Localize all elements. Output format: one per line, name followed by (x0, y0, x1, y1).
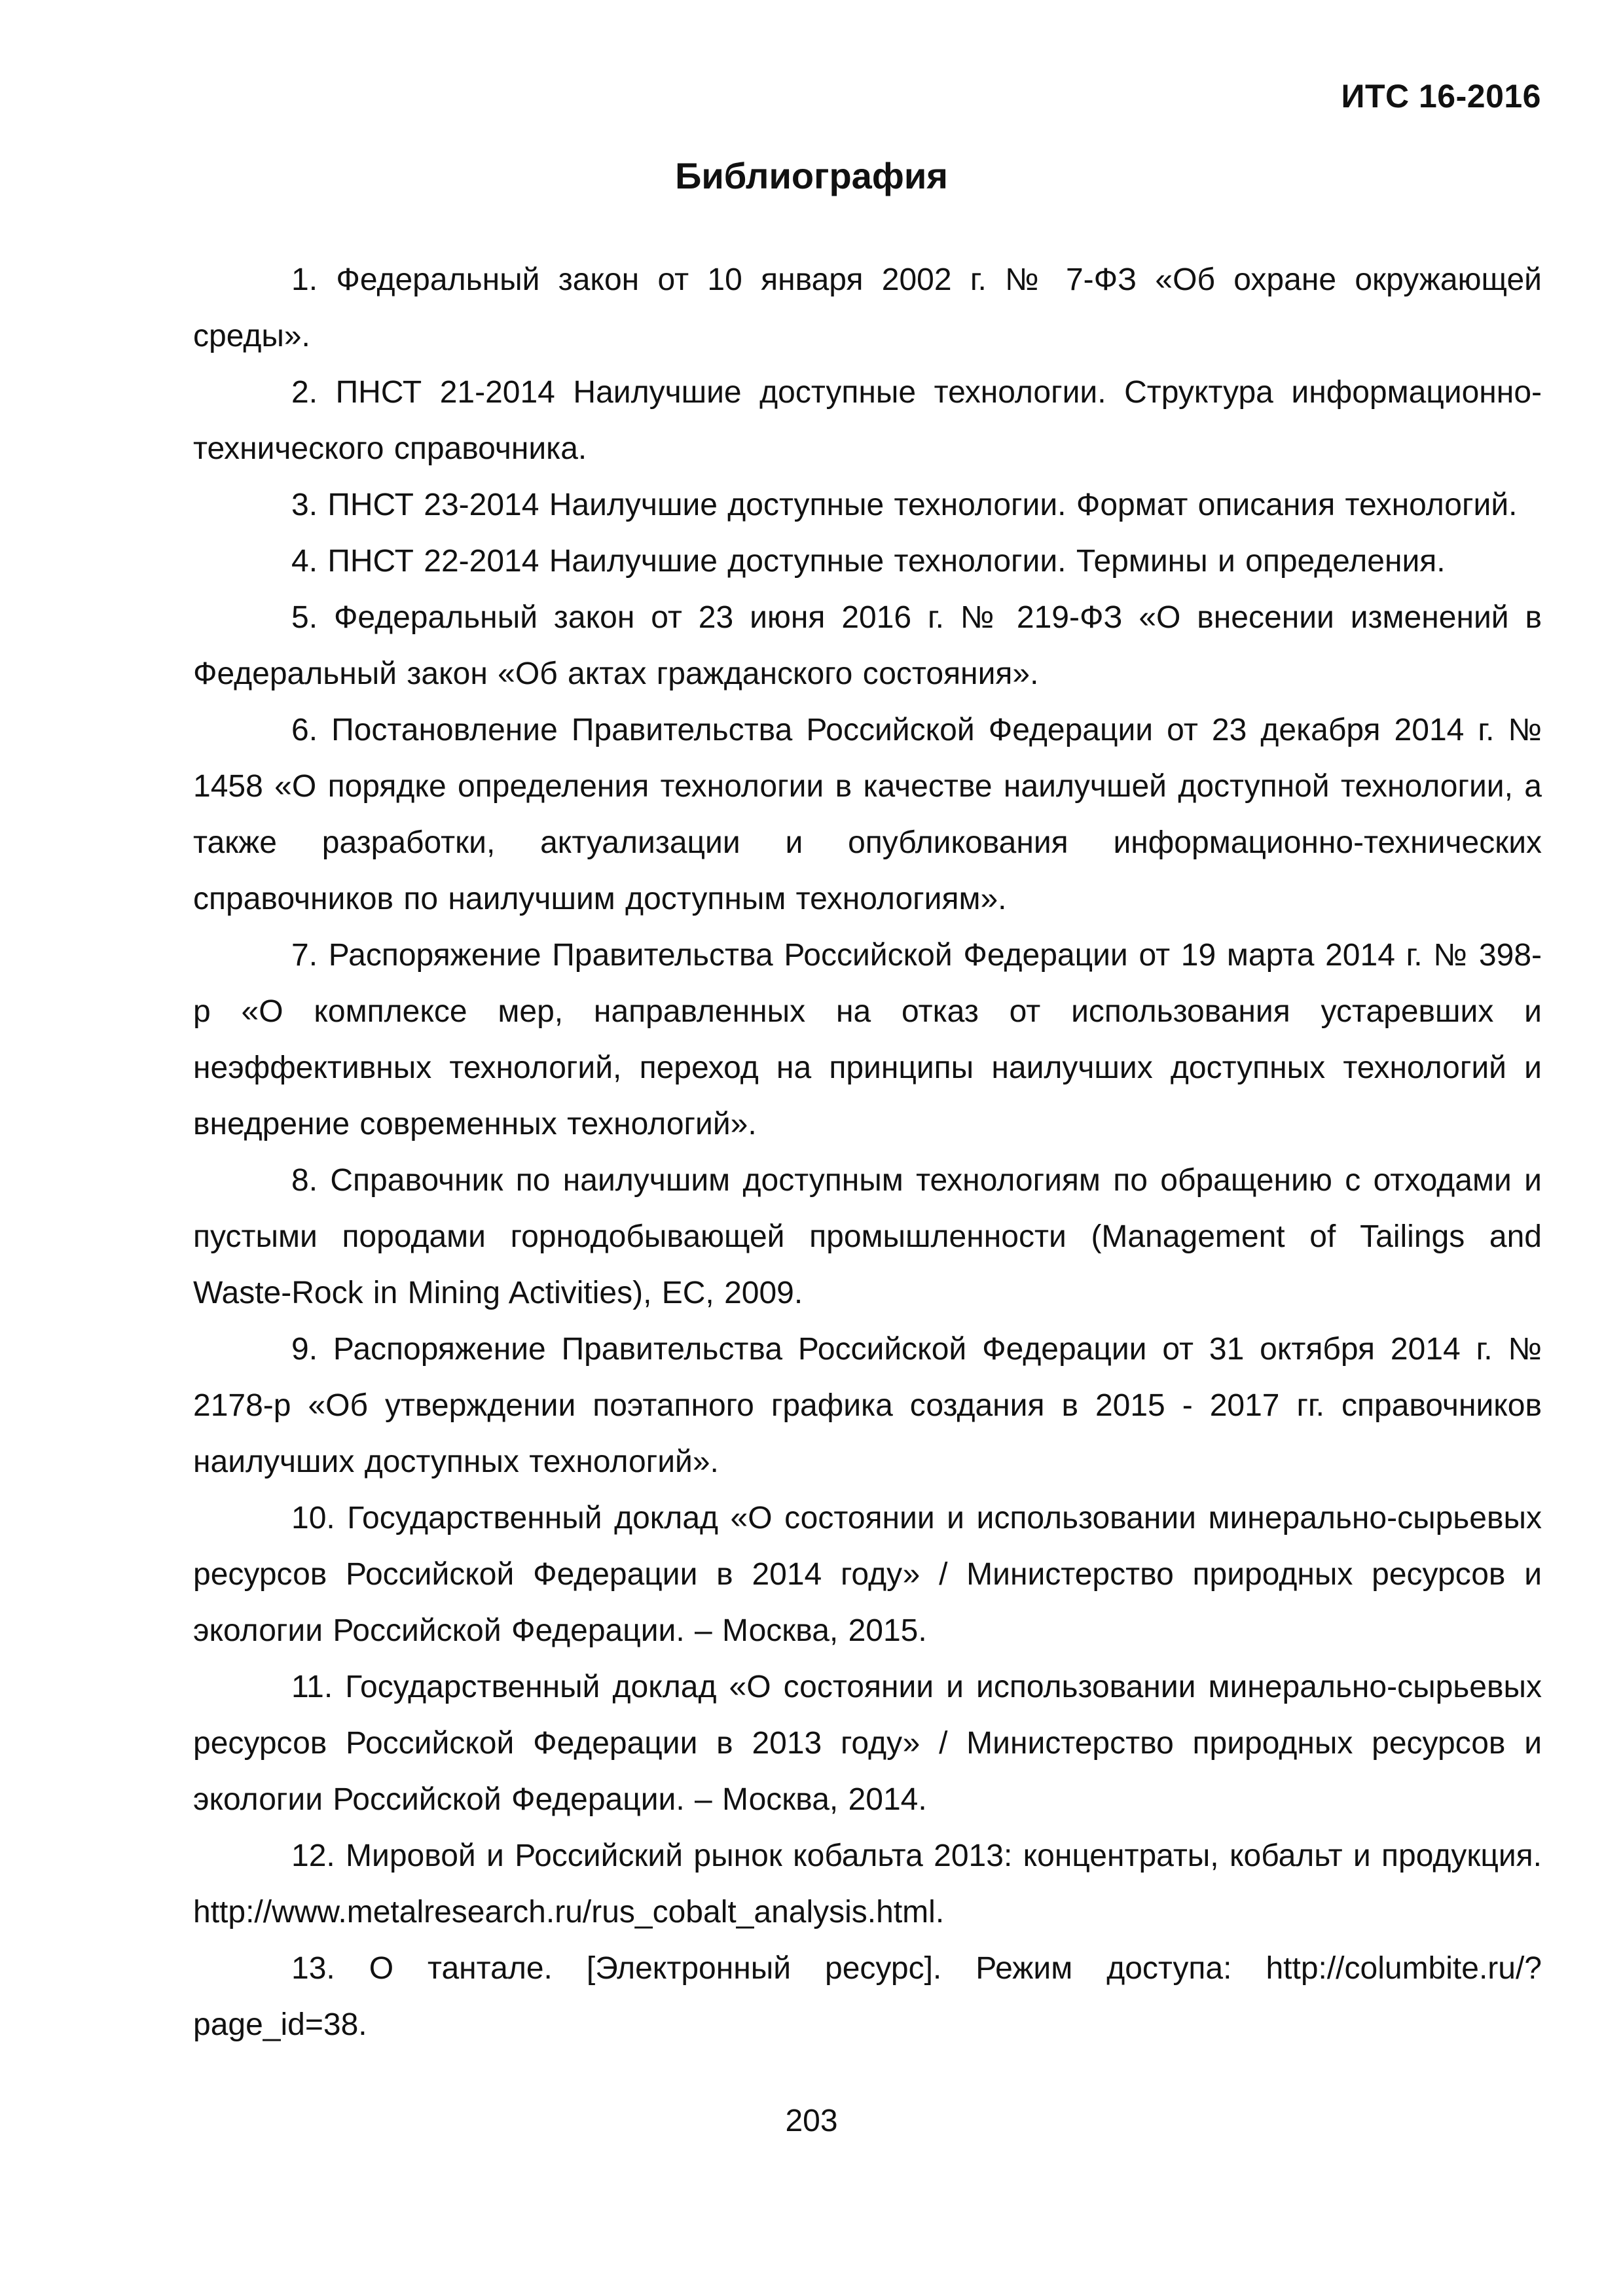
bibliography-list (193, 252, 1542, 2053)
bibliography-item-10: 10. Государственный доклад «О состоянии и использовании минерально-сырьевых ресурсов Российской Федерации в 2014 году» / Министерство природных ресурсов и экологии Российской Федерации. – Москва, 2015. (193, 1501, 1542, 1648)
page-number: 203 (785, 2104, 838, 2138)
bibliography-item-12: 12. Мировой и Российский рынок кобальта 2013: концентраты, кобальт и продукция. http://www.metalresearch.ru/rus_cobalt_analysis.html. (193, 1839, 1542, 1929)
bibliography-item-6: 6. Постановление Правительства Российской Федерации от 23 декабря 2014 г. № 1458 «О порядке определения технологии в качестве наилучшей доступной технологии, а также разработки, актуализации и опубликования информационно-технических справочников по наилучшим доступным технологиям». (193, 713, 1542, 916)
bibliography-item-1: 1. Федеральный закон от 10 января 2002 г. № 7-ФЗ «Об охране окружающей среды». (193, 262, 1542, 353)
page-title: Библиография (675, 155, 948, 196)
bibliography-item-9: 9. Распоряжение Правительства Российской Федерации от 31 октября 2014 г. № 2178-р «Об утверждении поэтапного графика создания в 2015 - 2017 гг. справочников наилучших доступных технологий». (193, 1332, 1542, 1479)
bibliography-item-2: 2. ПНСТ 21-2014 Наилучшие доступные технологии. Структура информационно-технического справочника. (193, 375, 1542, 466)
document-code: ИТС 16-2016 (1341, 78, 1541, 115)
bibliography-item-11: 11. Государственный доклад «О состоянии и использовании минерально-сырьевых ресурсов Российской Федерации в 2013 году» / Министерство природных ресурсов и экологии Российской Федерации. – Москва, 2014. (193, 1670, 1542, 1817)
bibliography-item-7: 7. Распоряжение Правительства Российской Федерации от 19 марта 2014 г. № 398-р «О комплексе мер, направленных на отказ от использования устаревших и неэффективных технологий, переход на принципы наилучших доступных технологий и внедрение современных технологий». (193, 938, 1542, 1141)
bibliography-item-4: 4. ПНСТ 22-2014 Наилучшие доступные технологии. Термины и определения. (291, 544, 1446, 579)
bibliography-item-13: 13. О тантале. [Электронный ресурс]. Режим доступа: http://columbite.ru/?page_id=38. (193, 1951, 1542, 2042)
bibliography-item-3: 3. ПНСТ 23-2014 Наилучшие доступные технологии. Формат описания технологий. (291, 488, 1518, 522)
bibliography-item-8: 8. Справочник по наилучшим доступным технологиям по обращению с отходами и пустыми породами горнодобывающей промышленности (Management of Tailings and Waste-Rock in Mining Activities), EC, 2009. (193, 1163, 1542, 1310)
bibliography-item-5: 5. Федеральный закон от 23 июня 2016 г. № 219-ФЗ «О внесении изменений в Федеральный закон «Об актах гражданского состояния». (193, 600, 1542, 691)
